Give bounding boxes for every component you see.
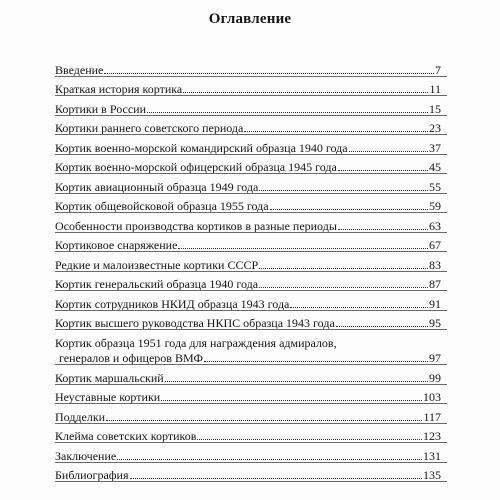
toc-entry	[55, 77, 441, 97]
toc-entry-page: 135	[423, 468, 441, 482]
toc-entry-title: Кортики раннего советского периода	[55, 121, 244, 135]
toc-entry-page: 37	[429, 140, 441, 155]
toc-entry-page: 15	[429, 101, 441, 116]
toc-entry-title: Введение	[55, 62, 104, 77]
toc-entry-title: Подделки	[55, 409, 106, 424]
toc-entry-page: 83	[429, 257, 441, 272]
leader-dots	[183, 91, 428, 93]
toc-entry-page: 131	[423, 448, 441, 463]
toc-entry-page: 7	[435, 62, 441, 77]
leader-dots	[290, 306, 428, 308]
toc-entry	[55, 135, 441, 155]
leader-dots	[338, 228, 428, 230]
toc-entry	[55, 443, 441, 463]
separator-line	[55, 481, 447, 482]
leader-dots	[165, 380, 428, 382]
toc-entry-title: Неуставные кортики	[55, 390, 161, 404]
leader-dots	[197, 438, 422, 440]
toc-entry-title: Кортики в России	[55, 101, 147, 116]
leader-dots	[104, 72, 434, 74]
toc-entry-title: Клейма советских кортиков	[55, 429, 197, 443]
leader-dots	[178, 247, 428, 249]
toc-entry-title: Кортик авиационный образца 1949 года	[55, 179, 259, 194]
toc-entry	[55, 365, 441, 385]
toc-entry-page: 117	[423, 409, 441, 424]
leader-dots	[259, 189, 428, 191]
toc-entry	[55, 272, 441, 292]
toc-entry-page: 23	[429, 121, 441, 135]
toc-entry	[55, 385, 441, 405]
toc-entry-page: 95	[429, 316, 441, 330]
toc-entry	[55, 424, 441, 444]
toc-entry-page: 123	[423, 429, 441, 443]
toc-entry	[55, 194, 441, 214]
leader-dots	[336, 325, 428, 327]
leader-dots	[161, 399, 422, 401]
toc-entry-page: 91	[429, 296, 441, 311]
toc-entry-page: 99	[429, 370, 441, 385]
leader-dots	[147, 111, 428, 113]
leader-dots	[204, 360, 428, 362]
toc-entry-title: Кортик сотрудников НКИД образца 1943 года	[55, 296, 290, 311]
toc-entry	[55, 96, 441, 116]
toc-entry	[55, 291, 441, 311]
toc-entry-page: 67	[429, 238, 441, 252]
toc-entry	[55, 463, 441, 483]
leader-dots	[244, 130, 428, 132]
toc-entry-title: Особенности производства кортиков в разные периоды	[55, 218, 337, 233]
toc-entry-page: 11	[429, 82, 441, 96]
toc-entry	[55, 311, 441, 331]
toc-entry-title: Библиография	[55, 468, 129, 482]
toc-entry-title: Кортик общевойсковой образца 1955 года	[55, 199, 269, 213]
toc-entry-page: 63	[429, 218, 441, 233]
leader-dots	[349, 150, 428, 152]
toc-entry	[55, 116, 441, 136]
toc-entry	[55, 155, 441, 175]
toc-entry	[55, 330, 441, 365]
toc-entry-title: Кортик образца 1951 года для награждения адмиралов,	[55, 336, 337, 350]
toc-entry-page: 103	[423, 390, 441, 404]
toc-entry	[55, 233, 441, 253]
toc-entry-page: 59	[429, 199, 441, 213]
toc-entry-page: 87	[429, 277, 441, 291]
leader-dots	[259, 286, 428, 288]
toc-entry-continuation	[55, 351, 441, 365]
leader-dots	[117, 458, 422, 460]
leader-dots	[338, 169, 428, 171]
toc-entry-title: Кортик высшего руководства НКПС образца 1943 года	[55, 316, 335, 330]
toc-entry	[55, 404, 441, 424]
toc-entry	[55, 252, 441, 272]
toc-entry-title: Краткая история кортика	[55, 82, 183, 96]
toc-entry-title: Кортик военно-морской командирский образца 1940 года	[55, 140, 348, 155]
toc-entry	[55, 174, 441, 194]
leader-dots	[259, 267, 428, 269]
toc-entry-title-line2: генералов и офицеров ВМФ	[59, 351, 203, 365]
table-of-contents	[55, 57, 441, 482]
toc-entry-page: 97	[429, 351, 441, 365]
leader-dots	[270, 208, 428, 210]
toc-entry-title: Кортик военно-морской офицерский образца 1945 года	[55, 160, 337, 174]
toc-entry-title: Заключение	[55, 448, 117, 463]
toc-entry	[55, 57, 441, 77]
toc-entry-title: Редкие и малоизвестные кортики СССР	[55, 257, 259, 272]
toc-title: Оглавление	[208, 11, 292, 27]
toc-entry-page: 55	[429, 179, 441, 194]
toc-entry-title: Кортик маршальский	[55, 370, 164, 385]
toc-entry-title: Кортиковое снаряжение	[55, 238, 178, 252]
toc-entry-title: Кортик генеральский образца 1940 года	[55, 277, 259, 291]
leader-dots	[106, 419, 422, 421]
leader-dots	[130, 477, 423, 479]
toc-entry-page: 45	[429, 160, 441, 174]
toc-entry	[55, 213, 441, 233]
